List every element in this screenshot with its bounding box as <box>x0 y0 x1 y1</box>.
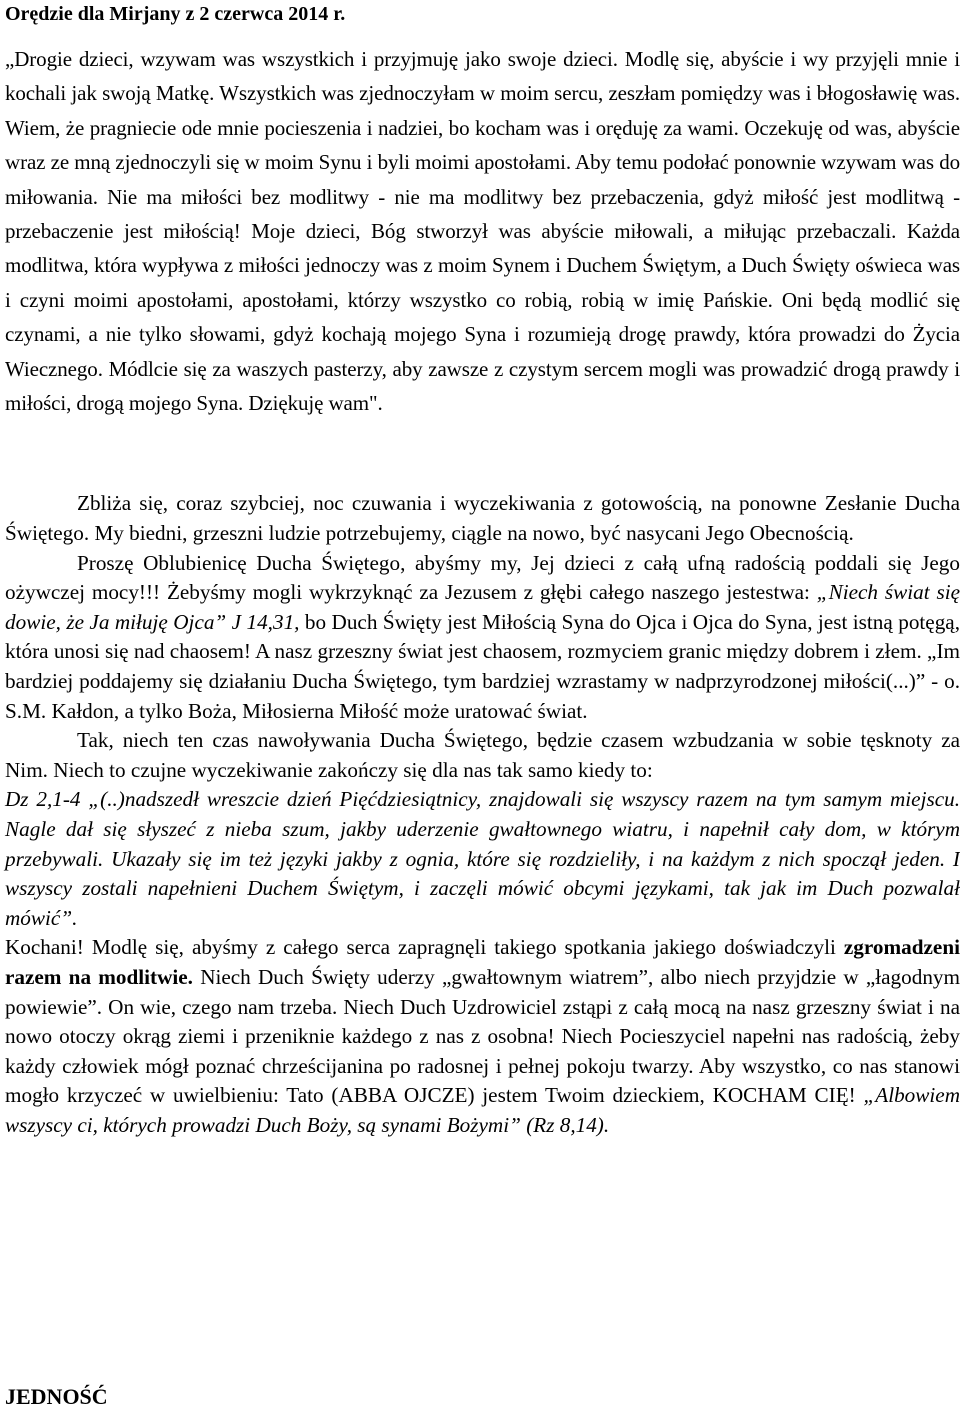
scripture-quote-dz <box>5 785 960 933</box>
reflection-section <box>5 489 960 1140</box>
reflection-paragraph-3: Tak, niech ten czas nawoływania Ducha Świętego, będzie czasem wzbudzania w sobie tęsknoty za Nim. Niech to czujne wyczekiwanie zakończy się dla nas tak samo kiedy to: <box>5 728 960 782</box>
document-page <box>5 0 960 1409</box>
scripture-quote-rz: „Albowiem wszyscy ci, których prowadzi Duch Boży, są synami Bożymi” (Rz 8,14). <box>5 1083 960 1137</box>
reflection-paragraph-5-text-a: Kochani! Modlę się, abyśmy z całego serca zapragnęli takiego spotkania jakiego doświadczyli <box>5 935 844 960</box>
scripture-quote-j14: „Niech świat się dowie, że Ja miłuję Ojca” J 14,31, <box>5 580 960 634</box>
reflection-paragraph-5-text-b: Niech Duch Święty uderzy „gwałtownym wiatrem”, albo niech przyjdzie w „łagodnym powiewie”. On wie, czego nam trzeba. Niech Duch Uzdrowiciel zstąpi z całą mocą na nasz grzeszny świat i na nowo otoczy okrąg ziemi i przeniknie każdego z nas z osobna! Niech Pocieszyciel napełni nas radością, żeby każdy człowiek mógł poznać chrześcijanina po radosnej i pełnej pokoju twarzy. Aby wszystko, co nas stanowi mogło krzyczeć w uwielbieniu: Tato (ABBA OJCZE) jestem Twoim dzieckiem, KOCHAM CIĘ! <box>5 964 960 1108</box>
message-title: Orędzie dla Mirjany z 2 czerwca 2014 r. <box>5 3 346 25</box>
emphasis-prayer: zgromadzeni razem na modlitwie. <box>5 935 960 989</box>
scripture-quote-dz-text: Dz 2,1-4 „(..)nadszedł wreszcie dzień Pięćdziesiątnicy, znajdowali się wszyscy razem na tym samym miejscu. Nagle dał się słyszeć z nieba szum, jakby uderzenie gwałtownego wiatru, i napełnił cały dom, w którym przebywali. Ukazały się im też języki jakby z ognia, które się rozdzieliły, i na każdym z nich spoczął jeden. I wszyscy zostali napełnieni Duchem Świętym, i zaczęli mówić obcymi językami, tak jak im Duch pozwalał mówić”. <box>5 787 960 930</box>
section-heading-jednosc: JEDNOŚĆ <box>5 1384 108 1409</box>
reflection-paragraph-2-text-b: bo Duch Święty jest Miłością Syna do Ojca i Ojca do Syna, jest istną potęgą, która unosi się nad chaosem! A nasz grzeszny świat jest chaosem, rozmyciem granic między dobrem i złem. „Im bardziej poddajemy się działaniu Ducha Świętego, tym bardziej wzrastamy w nadprzyrodzonej miłości(...)” - o. S.M. Kałdon, a tylko Boża, Miłosierna Miłość może uratować świat. <box>5 609 960 723</box>
reflection-paragraph-1: Zbliża się, coraz szybciej, noc czuwania i wyczekiwania z gotowością, na ponowne Zesłanie Ducha Świętego. My biedni, grzeszni ludzie potrzebujemy, ciągle na nowo, być nasycani Jego Obecnością. <box>5 491 960 546</box>
reflection-paragraph-2-text-a: Proszę Oblubienicę Ducha Świętego, abyśmy my, Jej dzieci z całą ufną radością poddali się Jego ożywczej mocy!!! Żebyśmy mogli wykrzyknąć za Jezusem z głębi całego naszego jestestwa: <box>5 550 960 605</box>
message-text: „Drogie dzieci, wzywam was wszystkich i przyjmuję jako swoje dzieci. Modlę się, abyście i wy przyjęli mnie i kochali jak swoją Matkę. Wszystkich was zjednoczyłam w moim sercu, zeszłam pomiędzy was i błogosławię was. Wiem, że pragniecie ode mnie pocieszenia i nadziei, bo kocham was i oręduję za wami. Oczekuję od was, abyście wraz ze mną zjednoczyli się w moim Synu i byli moimi apostołami. Aby temu podołać ponownie wzywam was do miłowania. Nie ma miłości bez modlitwy - nie ma modlitwy bez przebaczenia, gdyż miłość jest modlitwą - przebaczenie jest miłością! Moje dzieci, Bóg stworzył was abyście miłowali, a miłując przebaczali. Każda modlitwa, która wypływa z miłości jednoczy was z moim Synem i Duchem Świętym, a Duch Święty oświeca was i czyni moimi apostołami, apostołami, którzy wszystko co robią, robią w imię Pańskie. Oni będą modlić się czynami, a nie tylko słowami, gdyż kochają mojego Syna i rozumieją drogę prawdy, która prowadzi do Życia Wiecznego. Módlcie się za waszych pasterzy, aby zawsze z czystym sercem mogli was prowadzić drogą prawdy i miłości, drogą mojego Syna. Dziękuję wam". <box>5 47 960 416</box>
reflection-paragraph-2 <box>5 549 960 727</box>
reflection-paragraph-5 <box>5 933 960 1140</box>
